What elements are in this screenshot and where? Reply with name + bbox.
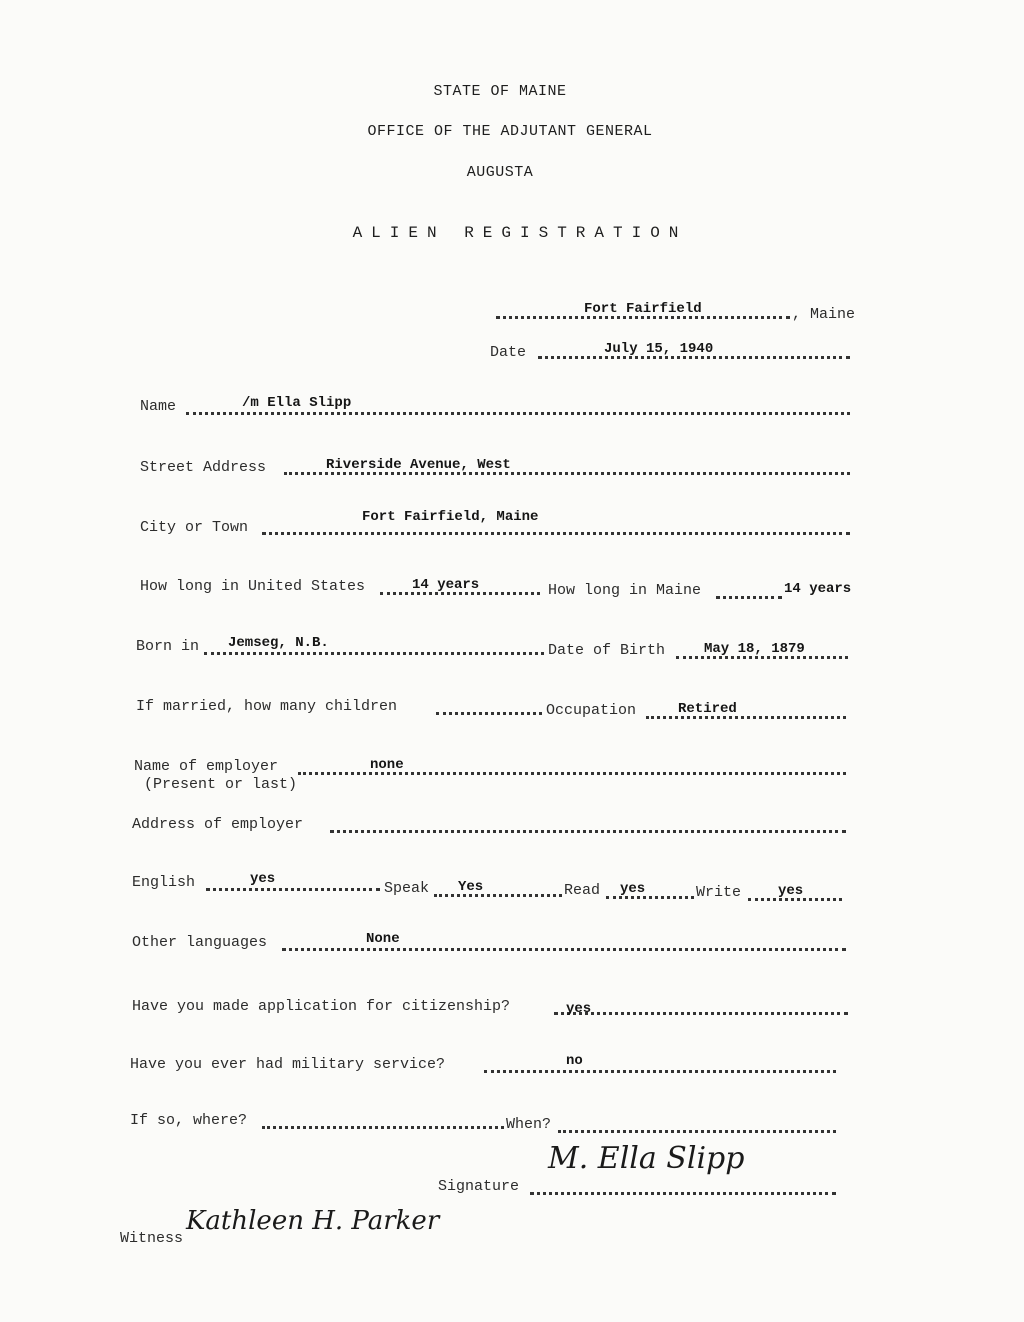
street-value: Riverside Avenue, West (326, 457, 511, 473)
english-value: yes (250, 871, 276, 887)
other-languages-line (282, 948, 846, 951)
witness-label: Witness (120, 1230, 184, 1247)
military-line (484, 1070, 836, 1073)
when-line (558, 1130, 836, 1133)
employer-address-label: Address of employer (132, 816, 304, 833)
maine-years-line (716, 596, 782, 599)
maine-years-label: How long in Maine (548, 582, 702, 599)
city-value: Fort Fairfield, Maine (362, 509, 539, 525)
born-line (204, 652, 544, 655)
form-title: ALIEN REGISTRATION (352, 224, 688, 242)
signature-label: Signature (438, 1178, 520, 1195)
other-languages-value: None (366, 931, 400, 947)
dob-label: Date of Birth (548, 642, 666, 659)
maine-years-value: 14 years (784, 581, 852, 597)
when-label: When? (506, 1116, 552, 1133)
city-label: City or Town (140, 519, 249, 536)
citizenship-label: Have you made application for citizenship? (132, 998, 511, 1015)
where-label: If so, where? (130, 1112, 248, 1129)
employer-value: none (370, 757, 404, 773)
military-value: no (566, 1053, 583, 1069)
born-label: Born in (136, 638, 200, 655)
us-years-value: 14 years (412, 577, 480, 593)
born-value: Jemseg, N.B. (228, 635, 329, 651)
signature-line (530, 1192, 836, 1195)
place-value: Fort Fairfield (584, 301, 702, 317)
employer-label: Name of employer (134, 758, 279, 775)
employer-address-line (330, 830, 846, 833)
military-label: Have you ever had military service? (130, 1056, 446, 1073)
english-line (206, 888, 380, 891)
name-value: /m Ella Slipp (242, 395, 352, 411)
date-label: Date (490, 344, 527, 361)
citizenship-value: yes (566, 1001, 592, 1017)
street-label: Street Address (140, 459, 267, 476)
date-value: July 15, 1940 (604, 341, 714, 357)
place-state: , Maine (792, 306, 856, 323)
occupation-value: Retired (678, 701, 737, 717)
dob-value: May 18, 1879 (704, 641, 805, 657)
write-label: Write (696, 884, 742, 901)
other-languages-label: Other languages (132, 934, 268, 951)
where-line (262, 1126, 504, 1129)
witness-signature: Kathleen H. Parker (186, 1206, 440, 1236)
signature-value: M. Ella Slipp (548, 1141, 745, 1176)
city-line (262, 532, 850, 535)
speak-value: Yes (458, 879, 484, 895)
employer-sublabel: (Present or last) (144, 776, 298, 793)
read-value: yes (620, 881, 646, 897)
read-label: Read (564, 882, 601, 899)
header-state: STATE OF MAINE (433, 83, 567, 100)
speak-line (434, 894, 562, 897)
name-line (186, 412, 850, 415)
children-line (436, 712, 542, 715)
english-label: English (132, 874, 196, 891)
occupation-label: Occupation (546, 702, 637, 719)
speak-label: Speak (384, 880, 430, 897)
citizenship-line (554, 1012, 848, 1015)
header-office: OFFICE OF THE ADJUTANT GENERAL (367, 123, 653, 140)
name-label: Name (140, 398, 177, 415)
header-city: AUGUSTA (466, 164, 534, 181)
children-label: If married, how many children (136, 698, 398, 715)
write-value: yes (778, 883, 804, 899)
us-years-label: How long in United States (140, 578, 366, 595)
occupation-line (646, 716, 846, 719)
